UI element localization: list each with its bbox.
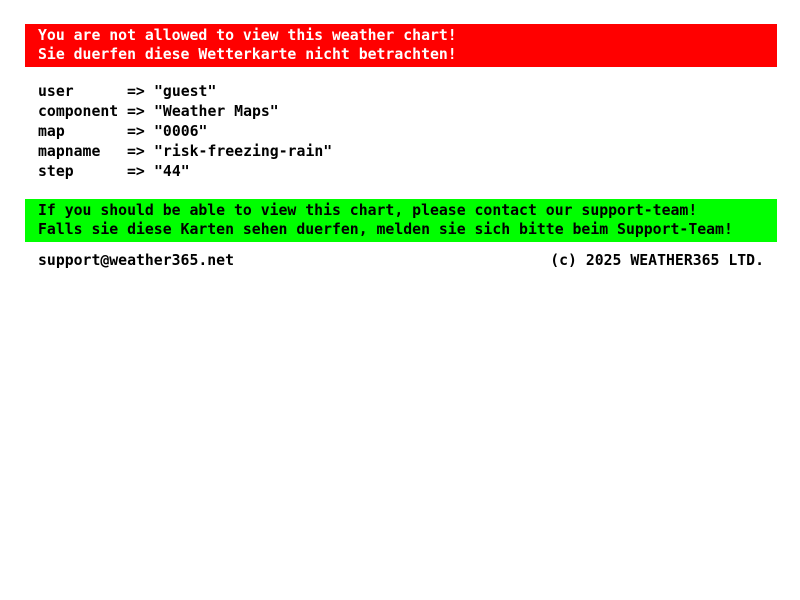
detail-row-user (38, 82, 777, 102)
arrow-glyph: => (127, 83, 145, 100)
detail-key: user (38, 83, 74, 100)
detail-value: "44" (154, 163, 190, 180)
copyright-notice: (c) 2025 WEATHER365 LTD. (550, 252, 764, 269)
request-details (25, 82, 777, 182)
detail-row-component (38, 102, 777, 122)
detail-value: "Weather Maps" (154, 103, 279, 120)
detail-key: mapname (38, 143, 101, 160)
arrow-glyph: => (127, 103, 145, 120)
access-denied-page (0, 24, 800, 600)
footer (25, 251, 777, 271)
detail-key: step (38, 163, 74, 180)
error-banner (25, 24, 777, 67)
arrow-glyph: => (127, 143, 145, 160)
page-content (25, 24, 777, 271)
detail-value: "risk-freezing-rain" (154, 143, 333, 160)
error-banner-line-en: You are not allowed to view this weather chart! (38, 27, 457, 44)
error-banner-line-de: Sie duerfen diese Wetterkarte nicht betrachten! (38, 46, 457, 63)
arrow-glyph: => (127, 123, 145, 140)
detail-row-mapname (38, 142, 777, 162)
support-banner-line-de: Falls sie diese Karten sehen duerfen, melden sie sich bitte beim Support-Team! (38, 221, 733, 238)
support-email: support@weather365.net (38, 252, 234, 269)
arrow-glyph: => (127, 163, 145, 180)
detail-row-map (38, 122, 777, 142)
detail-row-step (38, 162, 777, 182)
detail-value: "guest" (154, 83, 217, 100)
detail-value: "0006" (154, 123, 208, 140)
detail-key: component (38, 103, 119, 120)
support-banner (25, 199, 777, 242)
support-banner-line-en: If you should be able to view this chart, please contact our support-team! (38, 202, 698, 219)
detail-key: map (38, 123, 65, 140)
